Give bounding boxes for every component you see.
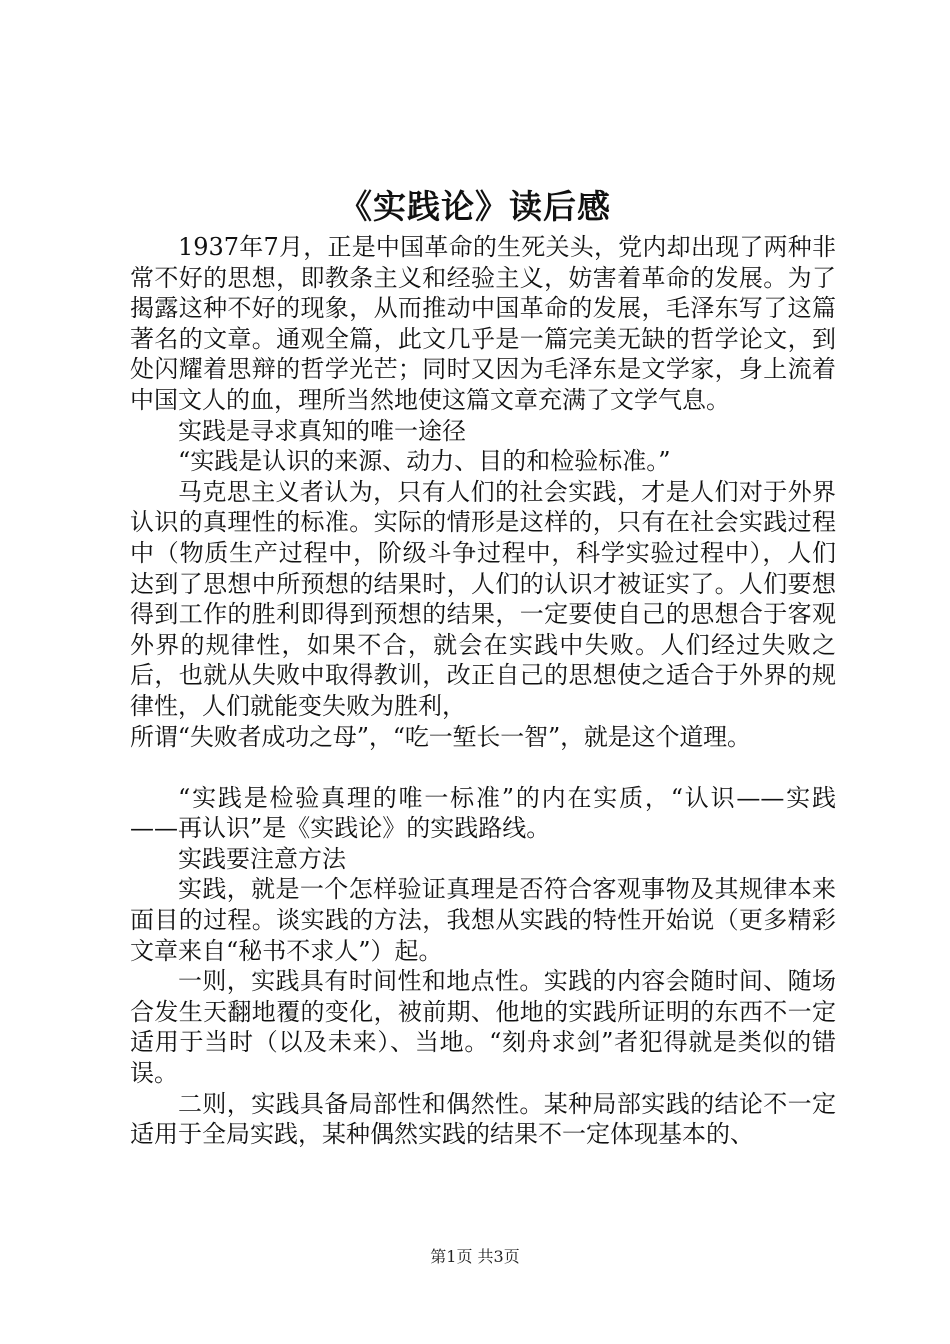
page-number-footer: 第1页 共3页 [430,1247,520,1266]
section-heading-practice-truth: 实践是寻求真知的唯一途径 [178,416,466,445]
paragraph-essence: “实践是检验真理的唯一标准”的内在实质，“认识——实践——再认识”是《实践论》的实践路线。 [130,783,836,843]
document-title: 《实践论》读后感 [339,187,611,226]
blank-line [130,752,836,783]
paragraph-marxist-view-end: 所谓“失败者成功之母”，“吃一堑长一智”，就是这个道理。 [130,722,751,751]
paragraph-intro: 1937年7月，正是中国革命的生死关头，党内却出现了两种非常不好的思想，即教条主义和经验主义，妨害着革命的发展。为了揭露这种不好的现象，从而推动中国革命的发展，毛泽东写了这篇著名的文章。通观全篇，此文几乎是一篇完美无缺的哲学论文，到处闪耀着思辩的哲学光芒；同时又因为毛泽东是文学家，身上流着中国文人的血，理所当然地使这篇文章充满了文学气息。 [130,233,836,414]
quote-line: “实践是认识的来源、动力、目的和检验标准。” [178,447,671,476]
document-body [130,232,836,1150]
paragraph-point-one: 一则，实践具有时间性和地点性。实践的内容会随时间、随场合发生天翻地覆的变化，被前期、他地的实践所证明的东西不一定适用于当时（以及未来）、当地。“刻舟求剑”者犯得就是类似的错误。 [130,967,836,1088]
paragraph-marxist-view: 马克思主义者认为，只有人们的社会实践，才是人们对于外界认识的真理性的标准。实际的情形是这样的，只有在社会实践过程中（物质生产过程中，阶级斗争过程中，科学实验过程中），人们达到了思想中所预想的结果时，人们的认识才被证实了。人们要想得到工作的胜利即得到预想的结果，一定要使自己的思想合于客观外界的规律性，如果不合，就会在实践中失败。人们经过失败之后，也就从失败中取得教训，改正自己的思想使之适合于外界的规律性，人们就能变失败为胜利， [130,477,836,720]
paragraph-practice-definition: 实践，就是一个怎样验证真理是否符合客观事物及其规律本来面目的过程。谈实践的方法，我想从实践的特性开始说（更多精彩文章来自“秘书不求人”）起。 [130,875,836,965]
paragraph-point-two: 二则，实践具备局部性和偶然性。某种局部实践的结论不一定适用于全局实践，某种偶然实践的结果不一定体现基本的、 [130,1089,836,1149]
section-heading-method: 实践要注意方法 [178,844,346,873]
